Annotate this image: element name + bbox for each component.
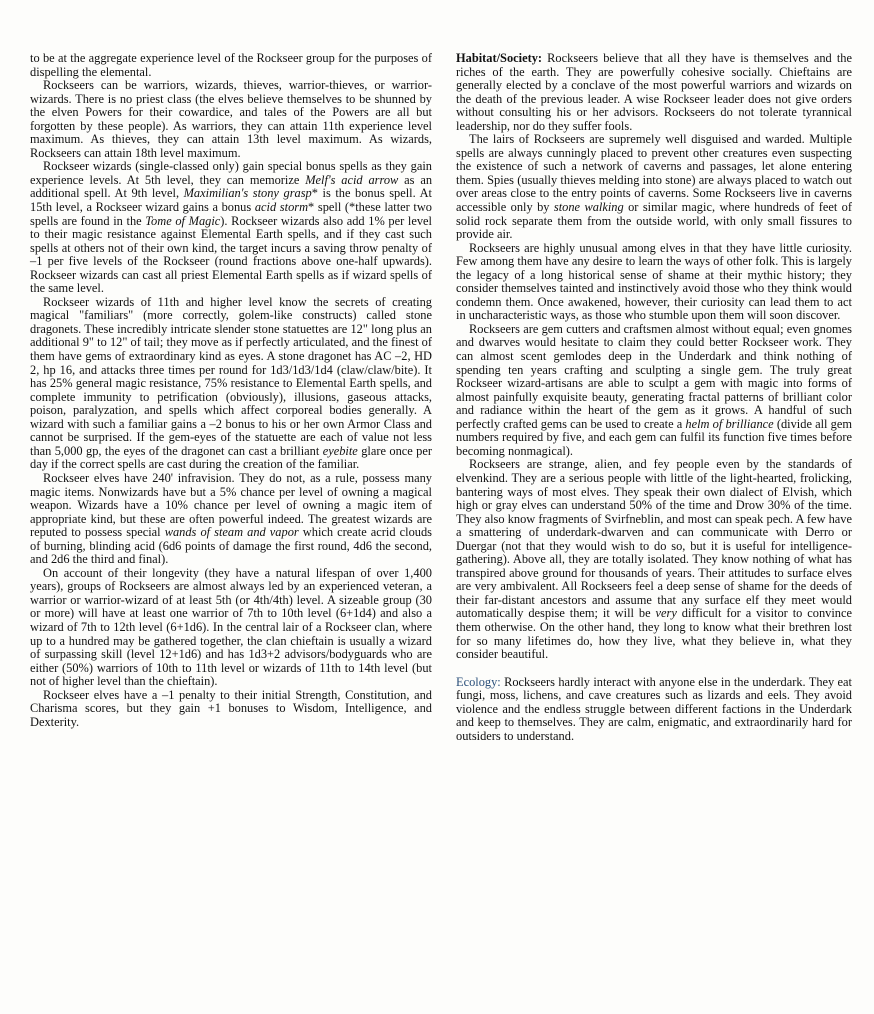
- paragraph: to be at the aggregate experience level of the Rockseer group for the purposes of dispelling the elemental.: [30, 51, 432, 79]
- habitat-heading: Habitat/Society:: [456, 51, 543, 65]
- paragraph: Rockseer elves have a –1 penalty to their initial Strength, Constitution, and Charisma scores, but they gain +1 bonuses to Wisdom, Intelligence, and Dexterity.: [30, 687, 432, 729]
- paragraph: Rockseers are gem cutters and craftsmen almost without equal; even gnomes and dwarves would hesitate to claim they could better Rockseer work. They can almost scent gemlodes deep in the Underdark and think nothing of spending ten years crafting and sculpting a single gem. The truly great Rockseer wizard-artisans are able to sculpt a gem with magic into forms of almost painfully exquisite beauty, generating fractal patterns of brilliant color and radiance within the heart of the gem as it grows. A handful of such perfectly crafted gems can be used to create a helm of brilliance (divide all gem numbers required by five, and each gem can fulfil its function five times before becoming nonmagical).: [456, 321, 852, 458]
- right-column: [456, 52, 852, 743]
- paragraph: Rockseer wizards (single-classed only) gain special bonus spells as they gain experience levels. At 5th level, they can memorize Melf's acid arrow as an additional spell. At 9th level, Maximilian's stony grasp* is the bonus spell. At 15th level, a Rockseer wizard gains a bonus acid storm* spell (*these latter two spells are found in the Tome of Magic). Rockseer wizards also add 1% per level to their magic resistance against Elemental Earth spells, and if they cast such spells at others not of their own kind, the target incurs a saving throw penalty of –1 per five levels of the Rockseer (round fractions above one-half upwards). Rockseer wizards can cast all priest Elemental Earth spells as if wizard spells of the same level.: [30, 159, 433, 296]
- habitat-paragraph: Habitat/Society: Rockseers believe that all they have is themselves and the riches of the earth. They are powerfully cohesive socially. Chieftains are generally elected by a conclave of the most powerful warriors and wizards on the death of the previous leader. A wise Rockseer leader does not give orders without consulting his or her advisors. Rockseers do not tolerate tyrannical leadership, nor do they suffer fools.: [456, 51, 852, 133]
- paragraph: Rockseers are strange, alien, and fey people even by the standards of elvenkind. They are a serious people with little of the light-hearted, frolicking, bantering ways of most elves. They speak their own dialect of Elvish, which high or gray elves can understand 50% of the time and Drow 30% of the time. They also know fragments of Svirfneblin, and most can speak pech. A few have a smattering of underdark-dwarven and can communicate with Derro or Duergar (not that they would wish to do so, but it is useful for intelligence-gathering). Above all, they are totally isolated. They know nothing of what has transpired above ground for thousands of years. Their attitudes to surface elves are very ambivalent. All Rockseers feel a deep sense of shame for the deeds of their far-distant ancestors and assume that any surface elf they meet would automatically despise them; it will be very difficult for a visitor to convince them otherwise. On the other hand, they long to know what their brethren lost for so many lifetimes do, how they live, what they believe in, what they consider beautiful.: [456, 457, 852, 662]
- paragraph: Rockseer elves have 240' infravision. They do not, as a rule, possess many magic items. Nonwizards have but a 5% chance per level of owning a magical weapon. Wizards have a 10% chance per level of owning a magic item of appropriate kind, but these are often powerful indeed. The greatest wizards are reputed to possess special wands of steam and vapor which create acrid clouds of burning, blinding acid (6d6 points of damage the first round, 4d6 the second, and 2d6 the third and final).: [30, 470, 432, 567]
- paragraph: Rockseers are highly unusual among elves in that they have little curiosity. Few among them have any desire to learn the ways of other folk. This is largely the legacy of a long historical sense of shame at their mythic history; they consider themselves tainted and instinctively avoid those who they think would condemn them. Once awakened, however, their curiosity can lead them to act in uncharacteristic ways, as those who stumble upon them will soon discover.: [456, 240, 852, 323]
- ecology-paragraph: Ecology: Rockseers hardly interact with anyone else in the underdark. They eat fungi, moss, lichens, and cave creatures such as lizards and eels. They avoid violence and the endless struggle between different factions in the Underdark and keep to themselves. They are calm, enigmatic, and extraordinarily hard for outsiders to understand.: [456, 674, 852, 743]
- left-column: [30, 52, 432, 729]
- paragraph: The lairs of Rockseers are supremely well disguised and warded. Multiple spells are always cunningly placed to prevent other creatures even suspecting the existence of such a network of caverns and passages, let alone entering them. Spies (usually thieves melding into stone) are always placed to watch out over areas close to the entry points of caverns. Some Rockseers live in caverns accessible only by stone walking or similar magic, where hundreds of feet of solid rock separate them from the outside world, with only small fissures to provide air.: [456, 132, 853, 242]
- paragraph: Rockseer wizards of 11th and higher level know the secrets of creating magical "familiars" (more correctly, golem-like constructs) called stone dragonets. These incredibly intricate slender stone statuettes are 12" long plus an additional 9" to 12" of tail; they move as if perfectly articulated, and the finest of them have gems of extraordinary kind as eyes. A stone dragonet has AC –2, HD 2, hp 16, and attacks three times per round for 1d3/1d3/1d4 (claw/claw/bite). It has 25% general magic resistance, 75% resistance to Elemental Earth spells, and complete immunity to petrification (obviously), illusions, gaseous attacks, poison, paralyzation, and spells which affect corporeal bodies generally. A wizard with such a familiar gains a –2 bonus to his or her own Armor Class and cannot be surprised. If the gem-eyes of the statuette are each of value not less than 5,000 gp, the eyes of the dragonet can cast a brilliant eyebite glare once per day if the correct spells are cast during the creation of the familiar.: [30, 294, 432, 472]
- ecology-heading: Ecology:: [456, 674, 501, 689]
- paragraph: Rockseers can be warriors, wizards, thieves, warrior-thieves, or warrior-wizards. There is no priest class (the elves believe themselves to be shunned by the elven Powers for their cowardice, and tales of the Powers are all but forgotten by these people). As warriors, they can attain 11th experience level maximum. As thieves, they can attain 13th level maximum. As wizards, Rockseers can attain 18th level maximum.: [30, 78, 432, 160]
- paragraph: On account of their longevity (they have a natural lifespan of over 1,400 years), groups of Rockseers are almost always led by an experienced veteran, a warrior or warrior-wizard of at least 5th (or 4th/4th) level. A sizeable group (30 or more) will have at least one warrior of 7th to 10th level (6+1d4) and also a wizard of 7th to 12th level (6+1d6). In the central lair of a Rockseer clan, where up to a hundred may be gathered together, the clan chieftain is usually a wizard of surpassing skill (level 12+1d6) and has 1d3+2 advisors/bodyguards who are either (50%) warriors of 10th to 11th level or wizards of 11th to 14th level (but not of higher level than the chieftain).: [30, 565, 432, 689]
